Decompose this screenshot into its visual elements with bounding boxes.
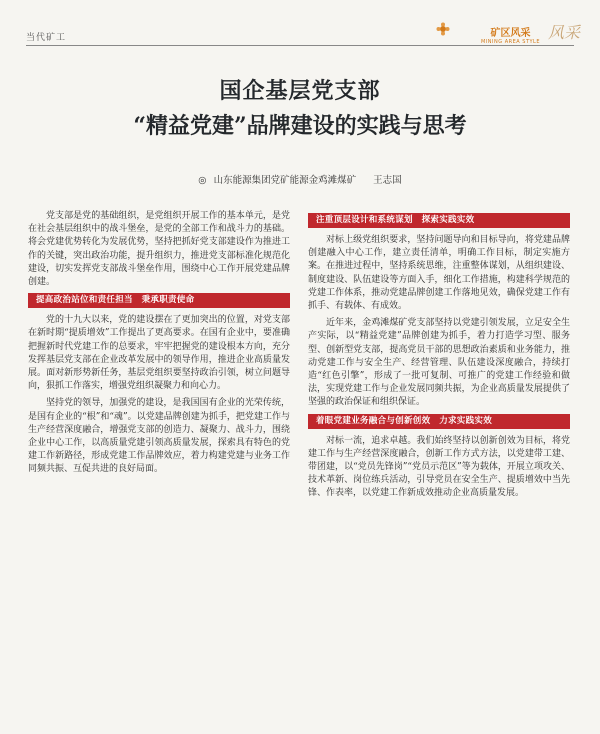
flower-logo-icon [436, 22, 450, 36]
title-line-2: “精益党建”品牌建设的实践与思考 [133, 113, 467, 139]
byline [0, 172, 600, 186]
paragraph: 党支部是党的基础组织，是党组织开展工作的基本单元，是党在社会基层组织中的战斗堡垒，是党的全部工作和战斗力的基础。将会党建优势转化为发展优势，坚持把抓好党支部建设作为推进工作的关键，突出政治功能，提升组织力，推进党支部标准化规范化建设，切实发挥党支部战斗堡垒作用，围绕中心工作开展党建品牌创建。 [28, 211, 290, 288]
section-heading-1: 提高政治站位和责任担当 秉承职责使命 [28, 293, 290, 308]
header-rule [26, 45, 574, 46]
article-title [0, 76, 600, 142]
left-column [28, 210, 290, 726]
title-line-1: 国企基层党支部 [219, 78, 381, 104]
journal-name: 当代矿工 [26, 33, 67, 43]
paragraph: 对标一流，追求卓越。我们始终坚持以创新创效为目标，将党建工作与生产经营深度融合，创新工作方式方法，以党建带工建、带团建，以“党员先锋岗”“党员示范区”等为载体，开展立项攻关、技术革新、岗位练兵活动，引导党员在安全生产、提质增效中当先锋、作表率，以党建工作新成效推动企业高质量发展。 [308, 435, 570, 499]
byline-bullet: ◎ [198, 175, 207, 186]
section-heading-2: 注重顶层设计和系统谋划 探索实践实效 [308, 213, 570, 228]
brand-title: 矿区风采 [490, 28, 531, 39]
brand-subtitle: MINING AREA STYLE [481, 39, 540, 45]
right-column [308, 210, 570, 726]
paragraph: 近年来，金鸡滩煤矿党支部坚持以党建引领发展，立足安全生产实际，以“精益党建”品牌创建为抓手，着力打造学习型、服务型、创新型党支部，提高党员干部的思想政治素质和业务能力，推动党建工作与安全生产、经营管理、队伍建设深度融合，持续打造“红色引擎”，形成了一批可复制、可推广的党建工作经验和做法，实现党建工作与企业发展同频共振，为企业高质量发展提供了坚强的政治保证和组织保证。 [308, 318, 570, 408]
author-name: 王志国 [373, 175, 402, 186]
paragraph: 坚持党的领导，加强党的建设，是我国国有企业的光荣传统，是国有企业的“根”和“魂”。以党建品牌创建为抓手，把党建工作与生产经营深度融合，增强党支部的创造力、凝聚力、战斗力，围绕企业中心工作，以高质量党建引领高质量发展，探索具有特色的党建工作新路径，形成党建工作品牌效应，着力构建党建与业务工作同频共振、互促共进的良好局面。 [28, 398, 290, 475]
brand-calligraphy: 风采 [547, 23, 580, 42]
paragraph: 党的十九大以来，党的建设摆在了更加突出的位置，对党支部在新时期“提质增效”工作提出了更高要求。在国有企业中，要准确把握新时代党建工作的总要求，牢牢把握党的建设根本方向，充分发挥基层党支部在企业改革发展中的领导作用，推进企业高质量发展。面对新形势新任务，基层党组织要坚持政治引领，树立问题导向，狠抓工作落实，增强党组织凝聚力和向心力。 [28, 315, 290, 392]
column-brand [481, 24, 540, 45]
author-affiliation: 山东能源集团党矿能源金鸡滩煤矿 [213, 175, 357, 186]
page-header [0, 18, 600, 50]
paragraph: 对标上级党组织要求，坚持问题导向和目标导向，将党建品牌创建融入中心工作，建立责任清单，明确工作目标，制定实施方案。在推进过程中，坚持系统思维，注重整体谋划，从组织建设、制度建设、队伍建设等方面入手，细化工作措施，构建科学规范的党建工作体系，推动党建品牌创建工作落地见效，确保党建工作有抓手、有载体、有成效。 [308, 235, 570, 312]
section-heading-3: 着眼党建业务融合与创新创效 力求实践实效 [308, 414, 570, 429]
